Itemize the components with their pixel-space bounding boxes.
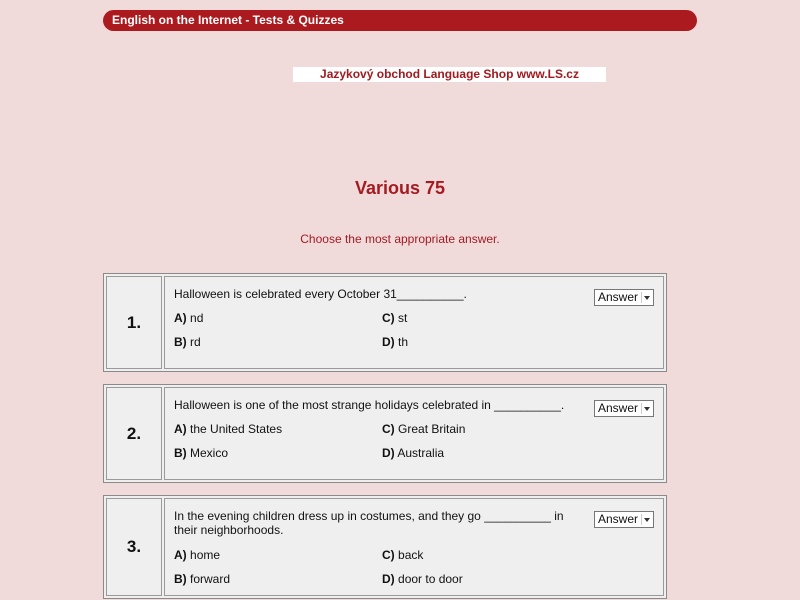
option-b: B) Mexico xyxy=(174,446,229,460)
option-c: C) back xyxy=(382,548,424,562)
instruction-text: Choose the most appropriate answer. xyxy=(300,232,500,246)
question-2 xyxy=(103,384,667,483)
option-d: D) Australia xyxy=(382,446,445,460)
answer-select[interactable] xyxy=(594,511,654,528)
answer-select-value: Answer xyxy=(598,401,639,415)
site-header-bar xyxy=(103,10,697,31)
chevron-down-icon xyxy=(641,403,651,414)
option-c: C) st xyxy=(382,311,408,325)
question-number: 3. xyxy=(106,498,162,596)
answer-select[interactable] xyxy=(594,400,654,417)
question-body xyxy=(164,387,664,480)
question-1 xyxy=(103,273,667,372)
page-title: Various 75 xyxy=(354,178,446,198)
question-number: 2. xyxy=(106,387,162,480)
question-body xyxy=(164,498,664,596)
option-a: A) nd xyxy=(174,311,204,325)
option-c: C) Great Britain xyxy=(382,422,466,436)
chevron-down-icon xyxy=(641,514,651,525)
question-3 xyxy=(103,495,667,599)
question-text: In the evening children dress up in costumes, and they go __________ in their neighborhoods. xyxy=(174,509,564,537)
answer-select-value: Answer xyxy=(598,512,639,526)
option-b: B) rd xyxy=(174,335,201,349)
option-a: A) the United States xyxy=(174,422,283,436)
question-body xyxy=(164,276,664,369)
option-a: A) home xyxy=(174,548,221,562)
language-shop-link[interactable]: Jazykový obchod Language Shop www.LS.cz xyxy=(293,67,606,82)
option-d: D) th xyxy=(382,335,409,349)
answer-select-value: Answer xyxy=(598,290,639,304)
option-d: D) door to door xyxy=(382,572,463,586)
option-b: B) forward xyxy=(174,572,231,586)
question-number: 1. xyxy=(106,276,162,369)
question-text: Halloween is one of the most strange holidays celebrated in __________. xyxy=(174,398,565,412)
chevron-down-icon xyxy=(641,292,651,303)
answer-select[interactable] xyxy=(594,289,654,306)
question-text: Halloween is celebrated every October 31__________. xyxy=(174,287,467,301)
site-title: English on the Internet - Tests & Quizzes xyxy=(112,13,344,27)
